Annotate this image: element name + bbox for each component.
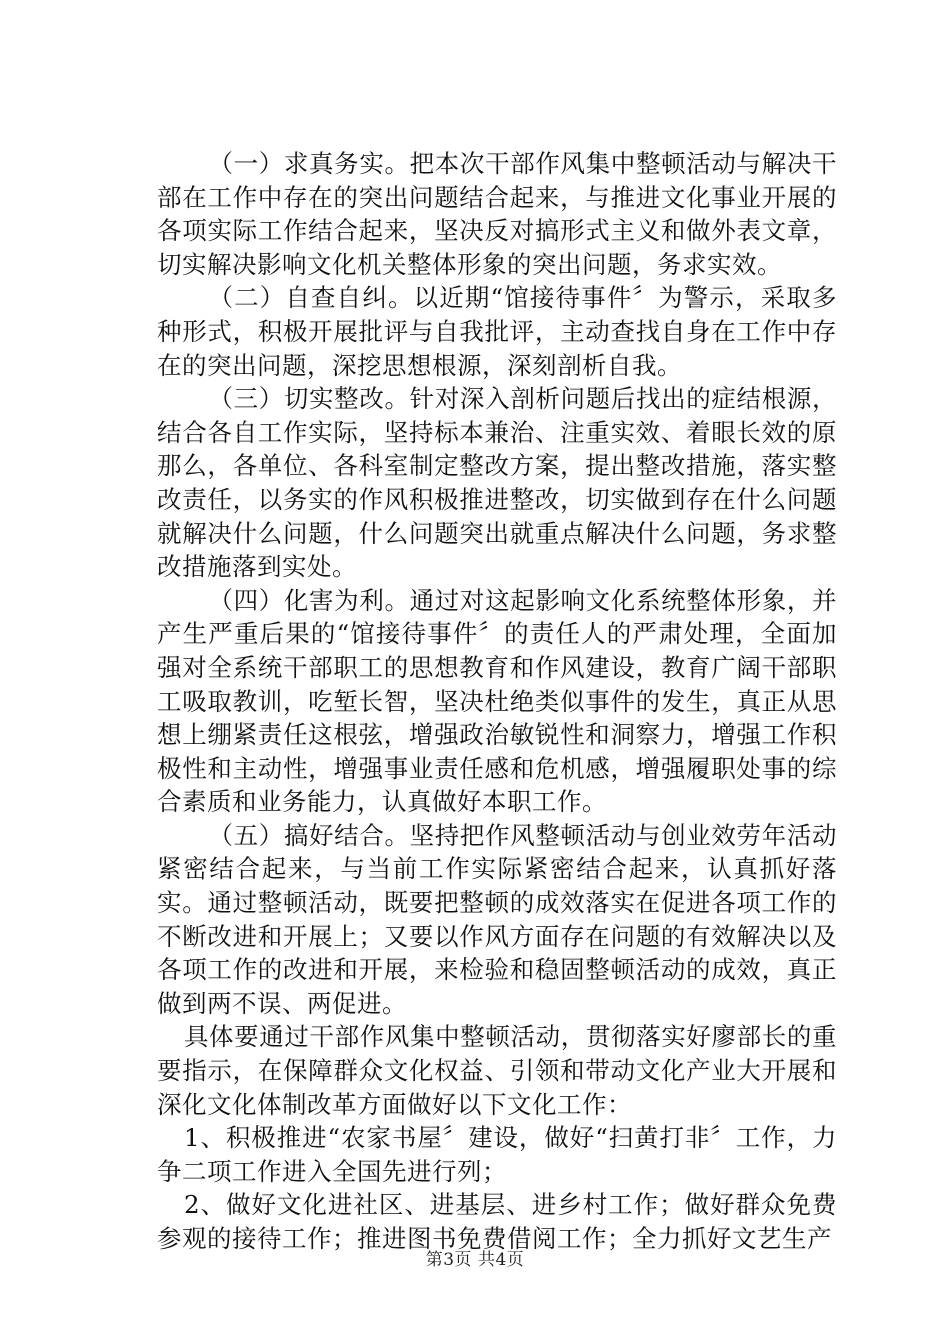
paragraph-rectification: （三）切实整改。针对深入剖析问题后找出的症结根源，结合各自工作实际，坚持标本兼治、注重实效、着眼长效的原那么，各单位、各科室制定整改方案，提出整改措施，落实整改责任，以务实的作风积极推进整改，切实做到存在什么问题就解决什么问题，什么问题突出就重点解决什么问题，务求整改措施落到实处。 bbox=[157, 384, 837, 582]
document-body bbox=[157, 147, 837, 1256]
paragraph-self-inspection: （二）自查自纠。以近期“馆接待事件〞为警示，采取多种形式，积极开展批评与自我批评，主动查找自身在工作中存在的突出问题，深挖思想根源，深刻剖析自我。 bbox=[157, 283, 837, 380]
paragraph-combination: （五）搞好结合。坚持把作风整顿活动与创业效劳年活动紧密结合起来，与当前工作实际紧密结合起来，认真抓好落实。通过整顿活动，既要把整顿的成效落实在促进各项工作的不断改进和开展上；又要以作风方面存在问题的有效解决以及各项工作的改进和开展，来检验和稳固整顿活动的成效，真正做到两不误、两促进。 bbox=[157, 820, 837, 1018]
paragraph-seek-truth: （一）求真务实。把本次干部作风集中整顿活动与解决干部在工作中存在的突出问题结合起来，与推进文化事业开展的各项实际工作结合起来，坚决反对搞形式主义和做外表文章，切实解决影响文化机关整体形象的突出问题，务求实效。 bbox=[157, 149, 837, 279]
paragraph-turn-harm-to-benefit: （四）化害为利。通过对这起影响文化系统整体形象，并产生严重后果的“馆接待事件〞的责任人的严肃处理，全面加强对全系统干部职工的思想教育和作风建设，教育广阔干部职工吸取教训，吃堑长智，坚决杜绝类似事件的发生，真正从思想上绷紧责任这根弦，增强政治敏锐性和洞察力，增强工作积极性和主动性，增强事业责任感和危机感，增强履职处事的综合素质和业务能力，认真做好本职工作。 bbox=[157, 585, 837, 817]
paragraph-specific-tasks: 具体要通过干部作风集中整顿活动，贯彻落实好廖部长的重要指示，在保障群众文化权益、引领和带动文化产业大开展和深化文化体制改革方面做好以下文化工作： bbox=[157, 1022, 837, 1119]
list-item-2: 2、做好文化进社区、进基层、进乡村工作；做好群众免费参观的接待工作；推进图书免费借阅工作；全力抓好文艺生产 bbox=[157, 1190, 837, 1253]
list-item-1: 1、积极推进“农家书屋〞建设，做好“扫黄打非〞工作，力争二项工作进入全国先进行列； bbox=[157, 1123, 837, 1186]
page-number-footer: 第3页 共4页 bbox=[425, 1250, 525, 1270]
